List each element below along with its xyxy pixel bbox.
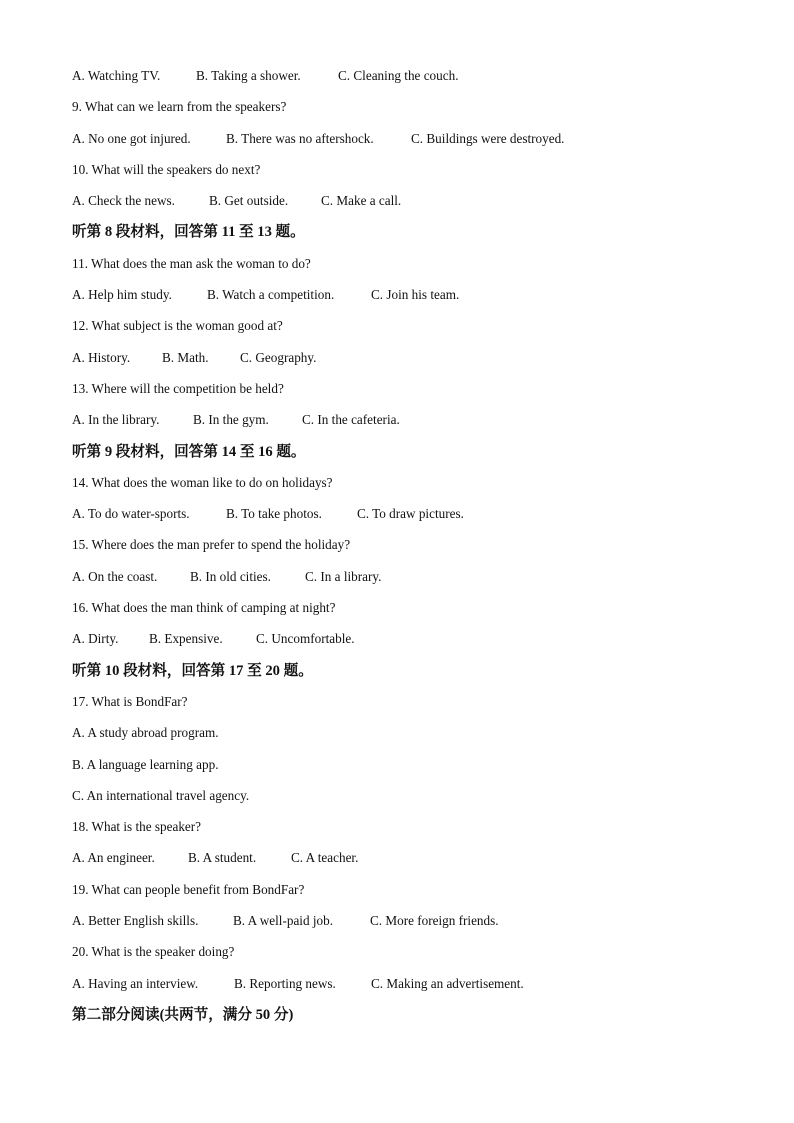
answer-options-row (72, 348, 752, 379)
section-heading: 听第 9 段材料，回答第 14 至 16 题。 (72, 443, 306, 460)
question-text: 14. What does the woman like to do on holidays? (72, 474, 333, 490)
answer-option: A. Check the news. (72, 193, 175, 209)
answer-option: A. To do water-sports. (72, 506, 190, 522)
section-heading: 听第 10 段材料，回答第 17 至 20 题。 (72, 662, 313, 679)
answer-option: C. In a library. (305, 568, 382, 584)
answer-options-row (72, 285, 752, 316)
question-text: 17. What is BondFar? (72, 693, 188, 709)
answer-options-row (72, 911, 752, 942)
answer-option: C. Uncomfortable. (256, 631, 355, 647)
answer-option: B. Taking a shower. (196, 68, 301, 83)
answer-option: B. Watch a competition. (207, 287, 335, 303)
answer-option: B. Get outside. (209, 193, 289, 209)
answer-option: B. A well-paid job. (233, 913, 333, 929)
exam-page (72, 66, 752, 1036)
question-text: A. A study abroad program. (72, 725, 219, 741)
answer-option: C. More foreign friends. (370, 913, 499, 929)
section-heading: 第二部分阅读(共两节，满分 50 分) (72, 1006, 294, 1023)
answer-option: C. Geography. (240, 349, 317, 365)
answer-option: C. Buildings were destroyed. (411, 130, 565, 146)
answer-options-row (72, 191, 752, 222)
question-text: 15. Where does the man prefer to spend the holiday? (72, 537, 351, 553)
section-heading: 听第 8 段材料，回答第 11 至 13 题。 (72, 224, 305, 241)
answer-option: B. In old cities. (190, 568, 271, 584)
answer-option: A. In the library. (72, 412, 160, 428)
answer-option: A. Having an interview. (72, 975, 199, 991)
answer-options-row (72, 848, 752, 879)
answer-option: C. A teacher. (291, 850, 359, 866)
answer-option: C. Making an advertisement. (371, 975, 524, 991)
question-text: B. A language learning app. (72, 756, 219, 772)
answer-option: A. History. (72, 349, 131, 365)
answer-option: A. Better English skills. (72, 913, 199, 929)
answer-option: C. Cleaning the couch. (338, 68, 459, 83)
answer-option: C. Join his team. (371, 287, 460, 303)
answer-option: A. Watching TV. (72, 68, 161, 83)
answer-option: C. To draw pictures. (357, 506, 464, 522)
answer-option: C. In the cafeteria. (302, 412, 400, 428)
question-text: 13. Where will the competition be held? (72, 380, 284, 396)
answer-option: A. An engineer. (72, 850, 155, 866)
question-text: 16. What does the man think of camping at night? (72, 600, 336, 616)
answer-options-row (72, 129, 752, 160)
answer-option: B. In the gym. (193, 412, 269, 428)
answer-options-row (72, 629, 752, 660)
question-text: 9. What can we learn from the speakers? (72, 99, 287, 115)
question-text: 12. What subject is the woman good at? (72, 318, 283, 334)
answer-option: A. Dirty. (72, 631, 119, 647)
answer-option: B. A student. (188, 850, 257, 866)
answer-option: B. Expensive. (149, 631, 223, 647)
answer-option: C. Make a call. (321, 193, 402, 209)
question-text: C. An international travel agency. (72, 787, 250, 803)
question-text: 19. What can people benefit from BondFar? (72, 881, 305, 897)
question-text: 20. What is the speaker doing? (72, 944, 235, 960)
answer-option: B. To take photos. (226, 506, 322, 522)
question-text: 11. What does the man ask the woman to do? (72, 255, 311, 271)
answer-option: B. Reporting news. (234, 975, 336, 991)
answer-options-row (72, 504, 752, 535)
answer-option: A. On the coast. (72, 568, 158, 584)
answer-option: A. No one got injured. (72, 130, 191, 146)
answer-options-row (72, 410, 752, 441)
answer-options-row (72, 567, 752, 598)
answer-option: B. Math. (162, 349, 209, 365)
answer-option: A. Help him study. (72, 287, 172, 303)
answer-option: B. There was no aftershock. (226, 130, 374, 146)
answer-options-row (72, 974, 752, 1005)
question-text: 10. What will the speakers do next? (72, 161, 261, 177)
answer-options-row (72, 66, 752, 97)
question-text: 18. What is the speaker? (72, 819, 202, 835)
